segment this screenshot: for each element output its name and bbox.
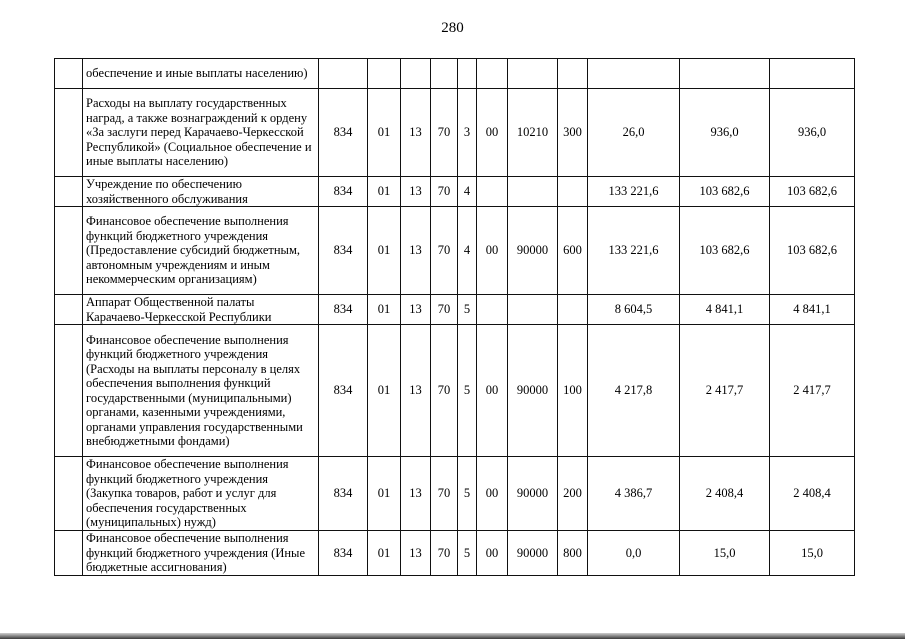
code-cell: 834 bbox=[319, 531, 368, 576]
table-row bbox=[55, 325, 855, 457]
row-name-cell: Расходы на выплату государственных наград, а также вознаграждений к ордену «За заслуги перед Карачаево-Черкесской Республикой» (Социальное обеспечение и иные выплаты населению) bbox=[83, 89, 319, 177]
code-cell bbox=[431, 59, 458, 89]
code-cell bbox=[401, 59, 431, 89]
code-cell: 00 bbox=[477, 89, 508, 177]
amount-cell: 103 682,6 bbox=[770, 207, 855, 295]
amount-cell: 4 841,1 bbox=[680, 295, 770, 325]
code-cell: 834 bbox=[319, 457, 368, 531]
code-cell bbox=[508, 177, 558, 207]
amount-cell: 8 604,5 bbox=[588, 295, 680, 325]
amount-cell: 15,0 bbox=[770, 531, 855, 576]
table-row bbox=[55, 457, 855, 531]
code-cell: 70 bbox=[431, 325, 458, 457]
code-cell: 4 bbox=[458, 177, 477, 207]
amount-cell: 0,0 bbox=[588, 531, 680, 576]
code-cell: 01 bbox=[368, 177, 401, 207]
amount-cell: 133 221,6 bbox=[588, 207, 680, 295]
code-cell: 800 bbox=[558, 531, 588, 576]
row-number-cell bbox=[55, 531, 83, 576]
row-name-cell: Учреждение по обеспечению хозяйственного обслуживания bbox=[83, 177, 319, 207]
code-cell bbox=[477, 295, 508, 325]
code-cell: 70 bbox=[431, 295, 458, 325]
table-body bbox=[55, 59, 855, 576]
code-cell: 13 bbox=[401, 207, 431, 295]
code-cell: 00 bbox=[477, 207, 508, 295]
table-row bbox=[55, 59, 855, 89]
code-cell: 834 bbox=[319, 89, 368, 177]
table-row bbox=[55, 531, 855, 576]
code-cell: 834 bbox=[319, 207, 368, 295]
row-number-cell bbox=[55, 177, 83, 207]
code-cell: 13 bbox=[401, 457, 431, 531]
amount-cell: 2 408,4 bbox=[680, 457, 770, 531]
code-cell: 90000 bbox=[508, 531, 558, 576]
row-number-cell bbox=[55, 295, 83, 325]
table-row bbox=[55, 207, 855, 295]
code-cell: 00 bbox=[477, 457, 508, 531]
code-cell: 70 bbox=[431, 457, 458, 531]
code-cell bbox=[558, 177, 588, 207]
code-cell: 01 bbox=[368, 531, 401, 576]
code-cell: 5 bbox=[458, 457, 477, 531]
amount-cell: 2 417,7 bbox=[680, 325, 770, 457]
code-cell: 90000 bbox=[508, 325, 558, 457]
code-cell: 90000 bbox=[508, 457, 558, 531]
code-cell: 834 bbox=[319, 177, 368, 207]
code-cell: 00 bbox=[477, 325, 508, 457]
code-cell: 13 bbox=[401, 177, 431, 207]
code-cell: 5 bbox=[458, 295, 477, 325]
amount-cell: 2 417,7 bbox=[770, 325, 855, 457]
code-cell: 90000 bbox=[508, 207, 558, 295]
code-cell bbox=[558, 295, 588, 325]
amount-cell: 936,0 bbox=[770, 89, 855, 177]
code-cell: 00 bbox=[477, 531, 508, 576]
row-number-cell bbox=[55, 207, 83, 295]
code-cell: 01 bbox=[368, 325, 401, 457]
code-cell: 01 bbox=[368, 295, 401, 325]
amount-cell: 26,0 bbox=[588, 89, 680, 177]
code-cell bbox=[508, 59, 558, 89]
amount-cell: 103 682,6 bbox=[770, 177, 855, 207]
amount-cell: 4 217,8 bbox=[588, 325, 680, 457]
amount-cell: 103 682,6 bbox=[680, 177, 770, 207]
amount-cell: 4 841,1 bbox=[770, 295, 855, 325]
code-cell: 3 bbox=[458, 89, 477, 177]
code-cell: 200 bbox=[558, 457, 588, 531]
code-cell bbox=[458, 59, 477, 89]
table-row bbox=[55, 89, 855, 177]
code-cell: 13 bbox=[401, 531, 431, 576]
code-cell: 70 bbox=[431, 207, 458, 295]
code-cell bbox=[368, 59, 401, 89]
code-cell bbox=[477, 177, 508, 207]
code-cell: 600 bbox=[558, 207, 588, 295]
code-cell: 5 bbox=[458, 531, 477, 576]
row-name-cell: Финансовое обеспечение выполнения функций бюджетного учреждения (Предоставление субсидий бюджетным, автономным учреждениям и иным некоммерческим организациям) bbox=[83, 207, 319, 295]
amount-cell: 4 386,7 bbox=[588, 457, 680, 531]
table-row bbox=[55, 295, 855, 325]
row-name-cell: Аппарат Общественной палаты Карачаево-Черкесской Республики bbox=[83, 295, 319, 325]
code-cell: 70 bbox=[431, 531, 458, 576]
amount-cell bbox=[770, 59, 855, 89]
code-cell: 834 bbox=[319, 295, 368, 325]
code-cell: 834 bbox=[319, 325, 368, 457]
amount-cell: 15,0 bbox=[680, 531, 770, 576]
code-cell: 01 bbox=[368, 207, 401, 295]
code-cell bbox=[508, 295, 558, 325]
code-cell: 70 bbox=[431, 89, 458, 177]
code-cell: 10210 bbox=[508, 89, 558, 177]
row-name-cell: Финансовое обеспечение выполнения функций бюджетного учреждения (Закупка товаров, работ и услуг для обеспечения государственных (муниципальных) нужд) bbox=[83, 457, 319, 531]
code-cell: 70 bbox=[431, 177, 458, 207]
row-number-cell bbox=[55, 59, 83, 89]
code-cell: 01 bbox=[368, 89, 401, 177]
code-cell bbox=[319, 59, 368, 89]
code-cell: 13 bbox=[401, 325, 431, 457]
code-cell: 13 bbox=[401, 295, 431, 325]
row-name-cell: обеспечение и иные выплаты населению) bbox=[83, 59, 319, 89]
amount-cell bbox=[680, 59, 770, 89]
table-row bbox=[55, 177, 855, 207]
row-number-cell bbox=[55, 457, 83, 531]
amount-cell: 103 682,6 bbox=[680, 207, 770, 295]
code-cell bbox=[558, 59, 588, 89]
row-number-cell bbox=[55, 89, 83, 177]
code-cell bbox=[477, 59, 508, 89]
code-cell: 5 bbox=[458, 325, 477, 457]
amount-cell: 2 408,4 bbox=[770, 457, 855, 531]
code-cell: 300 bbox=[558, 89, 588, 177]
code-cell: 4 bbox=[458, 207, 477, 295]
row-name-cell: Финансовое обеспечение выполнения функций бюджетного учреждения (Иные бюджетные ассигнования) bbox=[83, 531, 319, 576]
page-number: 280 bbox=[441, 20, 464, 36]
code-cell: 01 bbox=[368, 457, 401, 531]
amount-cell: 936,0 bbox=[680, 89, 770, 177]
row-number-cell bbox=[55, 325, 83, 457]
budget-table bbox=[54, 58, 855, 576]
row-name-cell: Финансовое обеспечение выполнения функций бюджетного учреждения (Расходы на выплаты персоналу в целях обеспечения выполнения функций государственными (муниципальными) органами, казенными учреждениями, органами управления государственными внебюджетными фондами) bbox=[83, 325, 319, 457]
code-cell: 13 bbox=[401, 89, 431, 177]
amount-cell bbox=[588, 59, 680, 89]
amount-cell: 133 221,6 bbox=[588, 177, 680, 207]
scan-bottom-edge bbox=[0, 633, 905, 639]
code-cell: 100 bbox=[558, 325, 588, 457]
